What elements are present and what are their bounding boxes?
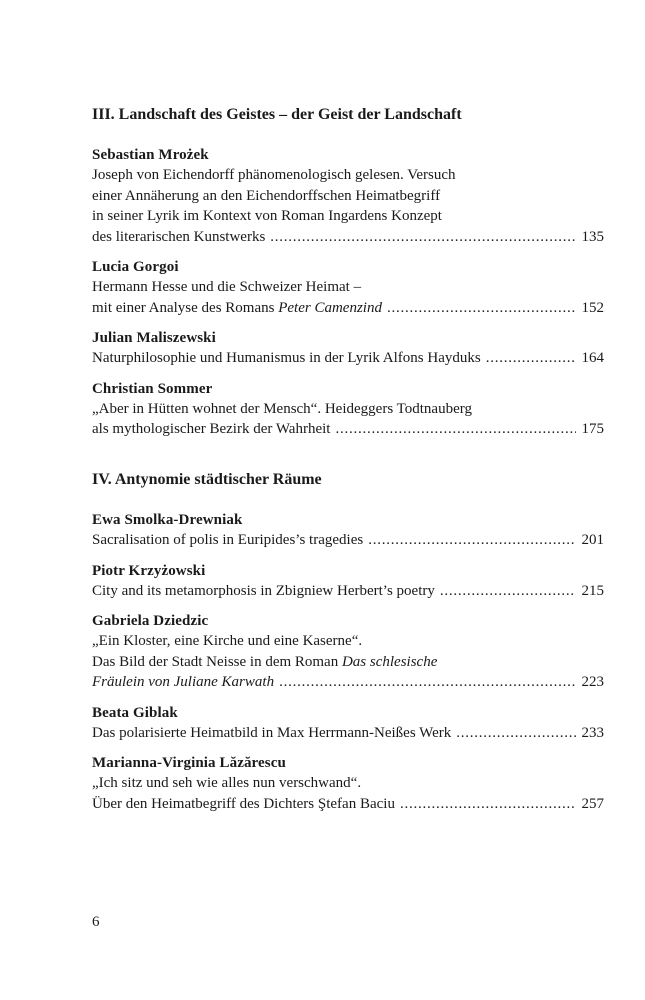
- entry-title-italic: Das schlesische: [341, 653, 438, 670]
- entry-title-italic: Fräulein von Juliane Karwath: [92, 674, 275, 690]
- entry-author: Sebastian Mrożek: [92, 147, 209, 163]
- entry-title-line: einer Annäherung an den Eichendorffschen Heimatbegriff: [92, 187, 441, 204]
- section-title: IV. Antynomie städtischer Räume: [92, 471, 322, 488]
- page-ref: 201: [581, 532, 604, 548]
- entry-title-line: Hermann Hesse und die Schweizer Heimat –: [92, 279, 362, 295]
- entry-title-line: Das polarisierte Heimatbild in Max Herrmann-Neißes Werk: [92, 724, 452, 741]
- dot-leader: [486, 348, 576, 369]
- toc-page: [92, 0, 604, 1000]
- toc-entry: [92, 510, 604, 551]
- section-title: III. Landschaft des Geistes – der Geist der Landschaft: [92, 106, 462, 123]
- entry-title-line: „Ein Kloster, eine Kirche und eine Kaserne“.: [92, 633, 363, 649]
- entry-author: Marianna-Virginia Lăzărescu: [92, 755, 286, 771]
- entry-last-line: [92, 581, 604, 602]
- entry-title-line: Über den Heimatbegriff des Dichters Ştefan Baciu: [92, 795, 395, 812]
- toc-section-3: [92, 105, 604, 450]
- entry-title-line: City and its metamorphosis in Zbigniew Herbert’s poetry: [92, 582, 435, 599]
- page-ref: 233: [581, 724, 604, 741]
- dot-leader: [456, 723, 575, 744]
- entry-author: Gabriela Dziedzic: [92, 613, 209, 629]
- toc-entry: [92, 561, 604, 602]
- toc-section-4: [92, 470, 604, 824]
- entry-title-line: [92, 298, 382, 319]
- entry-title-line: Naturphilosophie und Humanismus in der Lyrik Alfons Hayduks: [92, 350, 481, 366]
- entry-title-text: Das Bild der Stadt Neisse in dem Roman: [92, 653, 342, 670]
- toc-entry: [92, 611, 604, 693]
- entry-title-line: Sacralisation of polis in Euripides’s tragedies: [92, 532, 364, 548]
- page-ref: 152: [581, 299, 604, 316]
- entry-title-line: „Ich sitz und seh wie alles nun verschwand“.: [92, 775, 362, 791]
- toc-entry: [92, 379, 604, 440]
- entry-last-line: [92, 672, 604, 693]
- page-ref: 175: [581, 421, 604, 437]
- page-number: 6: [92, 914, 100, 930]
- toc-entry: [92, 257, 604, 318]
- page-ref: 135: [581, 228, 604, 245]
- entry-author: Ewa Smolka-Drewniak: [92, 512, 243, 528]
- entry-title-line: Joseph von Eichendorff phänomenologisch gelesen. Versuch: [92, 167, 456, 183]
- entry-title-line: [92, 652, 604, 673]
- entry-last-line: [92, 298, 604, 319]
- page-ref: 164: [581, 350, 604, 366]
- entry-author: Julian Maliszewski: [92, 330, 216, 346]
- dot-leader: [279, 672, 575, 693]
- dot-leader: [400, 794, 576, 815]
- entry-title-line: „Aber in Hütten wohnet der Mensch“. Heideggers Todtnauberg: [92, 400, 472, 417]
- toc-entry: [92, 703, 604, 744]
- entry-last-line: [92, 794, 604, 815]
- toc-entry: [92, 145, 604, 247]
- entry-author: Lucia Gorgoi: [92, 259, 179, 275]
- page-ref: 223: [581, 674, 604, 690]
- entry-author: Beata Giblak: [92, 704, 178, 721]
- page-ref: 257: [581, 795, 604, 812]
- entry-title-text: mit einer Analyse des Romans: [92, 299, 279, 316]
- dot-leader: [387, 298, 576, 319]
- entry-author: Piotr Krzyżowski: [92, 562, 206, 579]
- entry-title-line: als mythologischer Bezirk der Wahrheit: [92, 421, 331, 437]
- dot-leader: [440, 581, 576, 602]
- entry-title-line: in seiner Lyrik im Kontext von Roman Ingardens Konzept: [92, 208, 442, 224]
- entry-title-line: des literarischen Kunstwerks: [92, 228, 266, 245]
- entry-last-line: [92, 348, 604, 369]
- toc-entry: [92, 328, 604, 369]
- page-ref: 215: [581, 582, 604, 599]
- entry-last-line: [92, 227, 604, 248]
- toc-entry: [92, 753, 604, 814]
- dot-leader: [270, 227, 575, 248]
- dot-leader: [368, 530, 575, 551]
- entry-last-line: [92, 419, 604, 440]
- entry-last-line: [92, 723, 604, 744]
- entry-title-italic: Peter Camenzind: [278, 299, 382, 316]
- entry-author: Christian Sommer: [92, 380, 213, 397]
- entry-last-line: [92, 530, 604, 551]
- dot-leader: [335, 419, 575, 440]
